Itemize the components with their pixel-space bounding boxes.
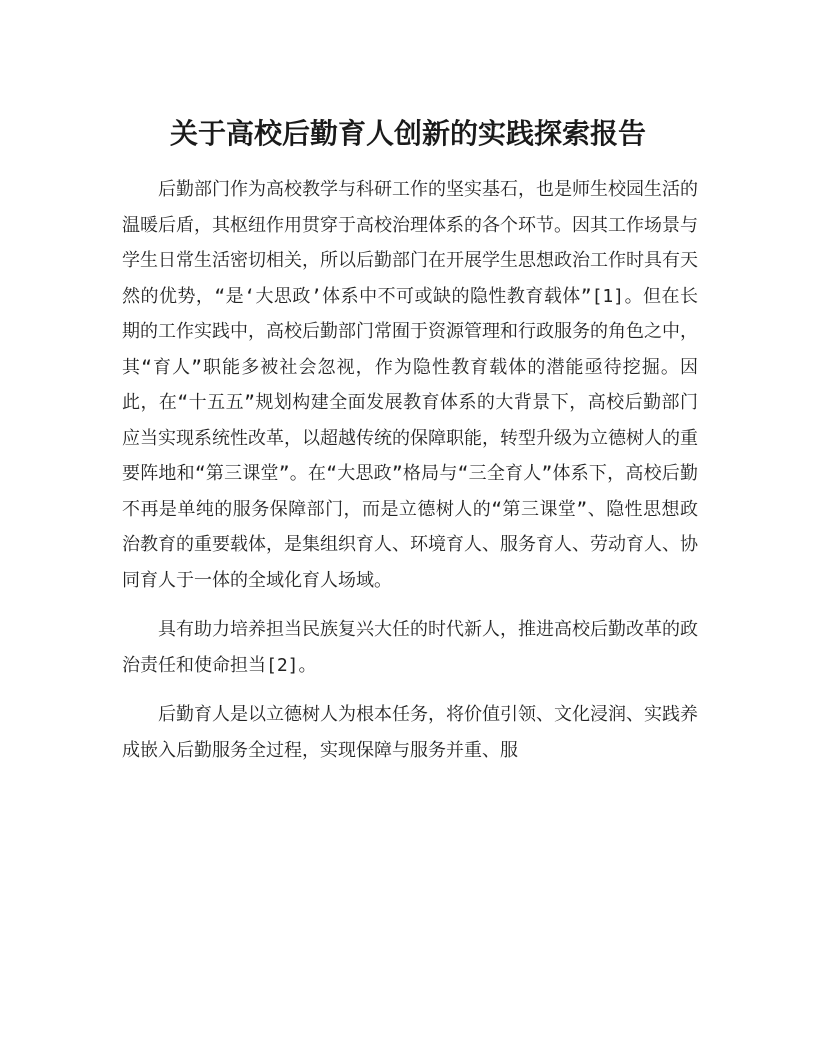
- document-body: [122, 172, 698, 782]
- paragraph-2: 具有助力培养担当民族复兴大任的时代新人，推进高校后勤改革的政治责任和使命担当[2]。: [122, 619, 698, 676]
- paragraph-1: 后勤部门作为高校教学与科研工作的坚实基石，也是师生校园生活的温暖后盾，其枢纽作用贯穿于高校治理体系的各个环节。因其工作场景与学生日常生活密切相关，所以后勤部门在开展学生思想政治工作时具有天然的优势，“是‘大思政’体系中不可或缺的隐性教育载体”[1]。但在长期的工作实践中，高校后勤部门常囿于资源管理和行政服务的角色之中，其“育人”职能多被社会忽视，作为隐性教育载体的潜能亟待挖掘。因此，在“十五五”规划构建全面发展教育体系的大背景下，高校后勤部门应当实现系统性改革，以超越传统的保障职能，转型升级为立德树人的重要阵地和“第三课堂”。在“大思政”格局与“三全育人”体系下，高校后勤不再是单纯的服务保障部门，而是立德树人的“第三课堂”、隐性思想政治教育的重要载体，是集组织育人、环境育人、服务育人、劳动育人、协同育人于一体的全域化育人场域。: [122, 179, 698, 591]
- paragraph-3: 后勤育人是以立德树人为根本任务，将价值引领、文化浸润、实践养成嵌入后勤服务全过程，实现保障与服务并重、服: [122, 704, 698, 761]
- document-title: 关于高校后勤育人创新的实践探索报告: [169, 117, 646, 150]
